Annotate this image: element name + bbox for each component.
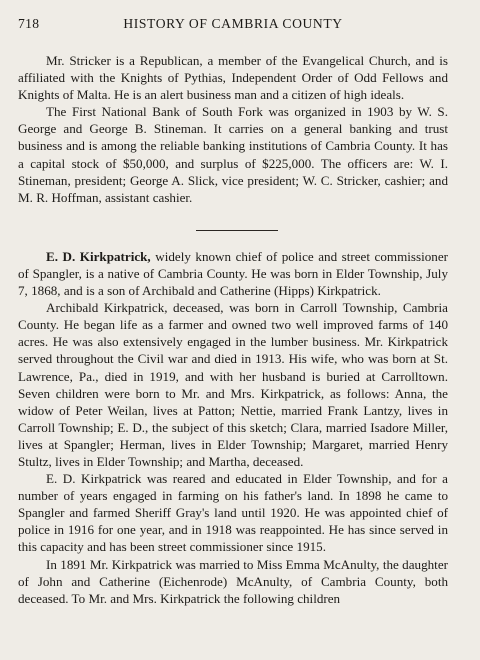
page-header	[18, 16, 448, 40]
bio-subject-name: E. D. Kirkpatrick,	[46, 248, 151, 264]
body-paragraph: E. D. Kirkpatrick was reared and educated in Elder Township, and for a number of years engaged in farming on his father's land. In 1898 he came to Spangler and farmed Sheriff Gray's land until 1920. He was appointed chief of police in 1916 for one year, and in 1918 was reappointed. He has since served in this capacity and has been street commissioner since 1915.	[18, 471, 448, 555]
stricker-section	[18, 52, 448, 206]
page-number: 718	[18, 16, 40, 31]
body-paragraph: Archibald Kirkpatrick, deceased, was born in Carroll Township, Cambria County. He began life as a farmer and owned two well improved farms of 140 acres. He was also extensively engaged in the lumber business. Mr. Kirkpatrick served throughout the Civil war and died in 1913. His wife, who was born at St. Lawrence, Pa., died in 1919, and with her husband is buried at Carrolltown. Seven children were born to Mr. and Mrs. Kirkpatrick, as follows: Anna, the widow of Peter Weilan, lives at Patton; Nettie, married Frank Lantzy, lives in Carroll Township; E. D., the subject of this sketch; Clara, married Isadore Miller, lives at Spangler; Herman, lives in Elder Township; Margaret, married Henry Stultz, lives in Elder Township; and Martha, deceased.	[18, 300, 448, 469]
body-paragraph: Mr. Stricker is a Republican, a member of the Evangelical Church, and is affiliated with the Knights of Pythias, Independent Order of Odd Fellows and Knights of Malta. He is an alert business man and a citizen of high ideals.	[18, 53, 448, 103]
divider-rule	[196, 230, 278, 231]
kirkpatrick-biography	[18, 248, 448, 607]
body-paragraph: The First National Bank of South Fork was organized in 1903 by W. S. George and George B. Stineman. It carries on a general banking and trust business and is among the reliable banking institutions of Cambria County. It has a capital stock of $50,000, and surplus of $225,000. The officers are: W. I. Stineman, president; George A. Slick, vice president; W. C. Stricker, cashier; and M. R. Hoffman, assistant cashier.	[18, 104, 448, 205]
running-head: HISTORY OF CAMBRIA COUNTY	[123, 16, 343, 31]
bio-intro-paragraph	[18, 248, 448, 299]
body-paragraph: In 1891 Mr. Kirkpatrick was married to Miss Emma McAnulty, the daughter of John and Catherine (Eichenrode) McAnulty, of Cambria County, both deceased. To Mr. and Mrs. Kirkpatrick the following children	[18, 556, 448, 606]
bio-intro-text: widely known chief of police and street commissioner of Spangler, is a native of Cambria County. He was born in Elder Township, July 7, 1868, and is a son of Archibald and Catherine (Hipps) Kirkpatrick.	[18, 248, 448, 299]
section-divider	[18, 206, 448, 248]
book-page	[18, 16, 448, 607]
